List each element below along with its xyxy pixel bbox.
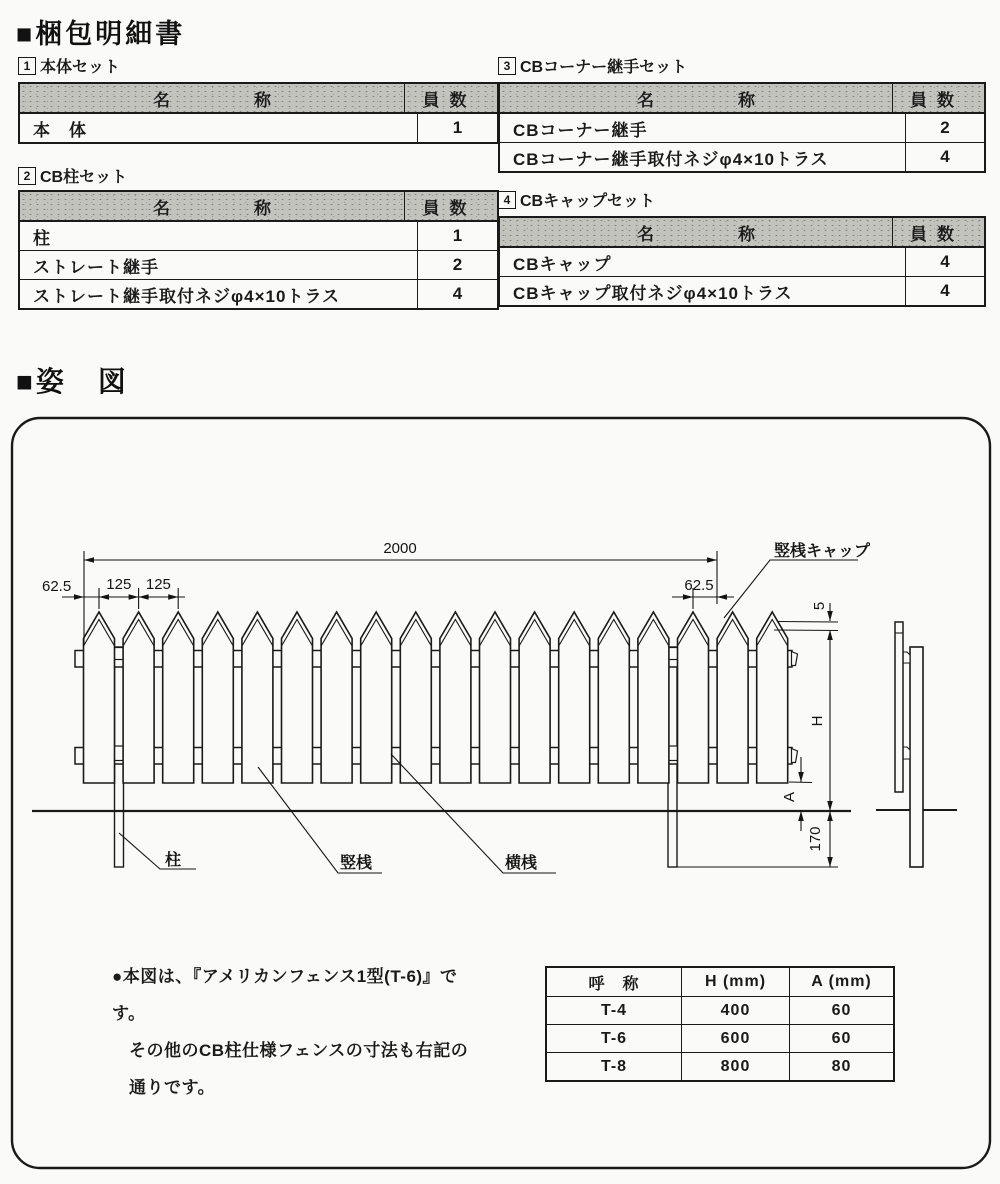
set3-number-box: 3 bbox=[498, 57, 516, 75]
table-row: CBキャップ取付ネジφ4×10トラス 4 bbox=[500, 276, 984, 305]
table-row: 柱 1 bbox=[20, 221, 497, 250]
dim-cap-height: 5 bbox=[811, 601, 828, 611]
table-row: CBキャップ 4 bbox=[500, 247, 984, 276]
set1-label: 1 本体セット bbox=[18, 54, 120, 77]
drawing-title: ■姿 図 bbox=[16, 366, 129, 397]
table-row: T-8 800 80 bbox=[547, 1052, 893, 1080]
dim-total-width: 2000 bbox=[383, 540, 417, 557]
post-leader bbox=[119, 833, 196, 869]
table-row: CBコーナー継手取付ネジφ4×10トラス 4 bbox=[500, 142, 984, 171]
label-picket: 竪桟 bbox=[340, 855, 373, 872]
picket-profile bbox=[895, 622, 903, 792]
table-row: T-6 600 60 bbox=[547, 1024, 893, 1052]
table-row: 本 体 1 bbox=[20, 113, 497, 142]
label-rail: 横桟 bbox=[505, 855, 538, 872]
dim-height-h: H bbox=[809, 715, 826, 727]
rail-end-tab bbox=[792, 652, 798, 666]
post-profile bbox=[910, 647, 923, 867]
label-picket-cap: 竪桟キャップ bbox=[774, 543, 871, 560]
table-header: 名 称 員 数 bbox=[20, 192, 497, 221]
picket-cap-leader bbox=[724, 560, 858, 618]
dim-right-offset: 62.5 bbox=[684, 577, 714, 594]
dim-bottom-gap-a: A bbox=[781, 791, 798, 803]
dim-pitch-1: 125 bbox=[106, 576, 132, 593]
rail-hook bbox=[903, 747, 910, 759]
set4-number-box: 4 bbox=[498, 191, 516, 209]
drawing-note: ●本図は、『アメリカンフェンス1型(T-6)』です。 その他のCB柱仕様フェンスの寸法も右記の 通りです。 bbox=[112, 967, 469, 1097]
dim-left-offset: 62.5 bbox=[42, 578, 72, 595]
table-row: ストレート継手 2 bbox=[20, 250, 497, 279]
fence-front-view bbox=[75, 612, 798, 867]
spec-table-header: 呼 称 H (mm) A (mm) bbox=[547, 968, 893, 996]
dim-embed-depth: 170 bbox=[807, 826, 824, 852]
rail-end-tab bbox=[792, 749, 798, 763]
rail-hook bbox=[903, 652, 910, 663]
set2-number-box: 2 bbox=[18, 167, 36, 185]
dim-pitch-2: 125 bbox=[145, 576, 171, 593]
table-header: 名 称 員 数 bbox=[500, 84, 984, 113]
set1-number-box: 1 bbox=[18, 57, 36, 75]
table-row: T-4 400 60 bbox=[547, 996, 893, 1024]
table-header: 名 称 員 数 bbox=[20, 84, 497, 113]
label-post: 柱 bbox=[165, 852, 182, 869]
set4-label: 4 CBキャップセット bbox=[498, 188, 655, 211]
table-header: 名 称 員 数 bbox=[500, 218, 984, 247]
table-row: ストレート継手取付ネジφ4×10トラス 4 bbox=[20, 279, 497, 308]
size-spec-table bbox=[545, 966, 895, 1082]
set3-label: 3 CBコーナー継手セット bbox=[498, 54, 687, 77]
table-row: CBコーナー継手 2 bbox=[500, 113, 984, 142]
set2-label: 2 CB柱セット bbox=[18, 164, 127, 187]
fence-side-view bbox=[895, 622, 923, 867]
packing-list-title: ■梱包明細書 bbox=[16, 19, 186, 49]
